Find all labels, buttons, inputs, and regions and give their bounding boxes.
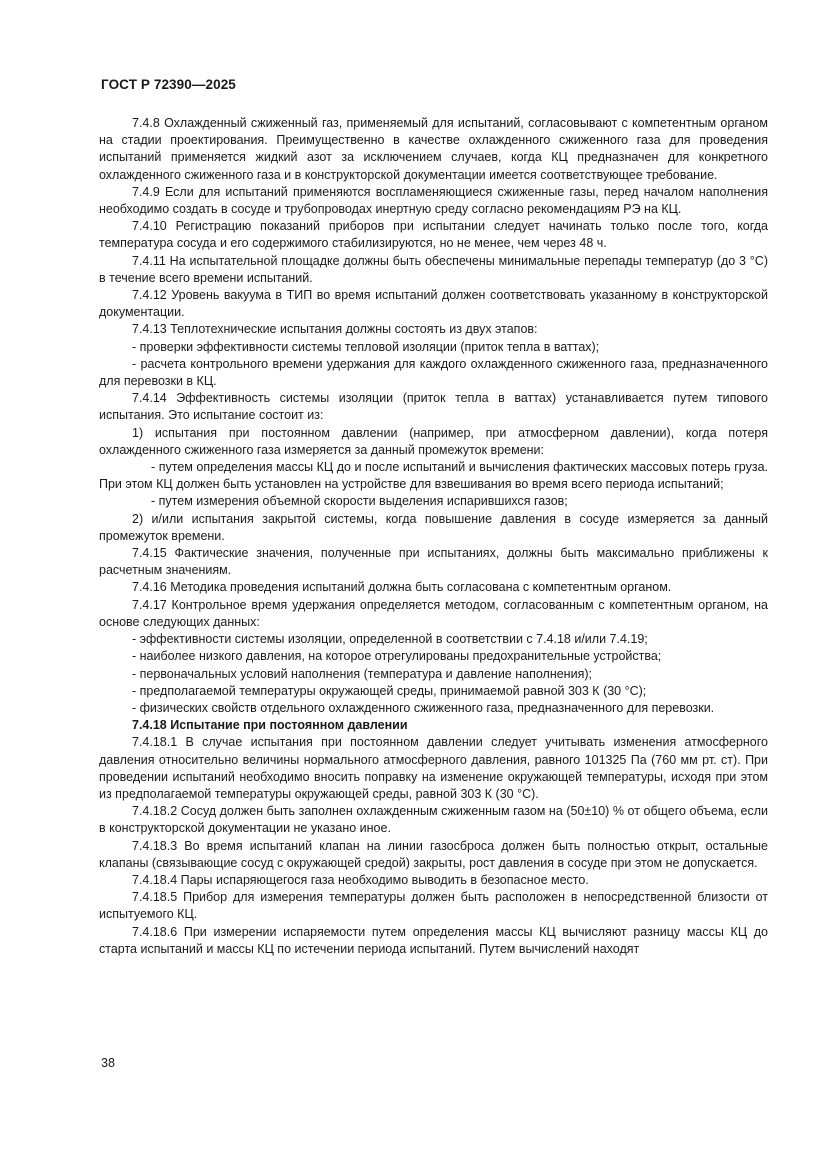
paragraph-7-4-18-5: 7.4.18.5 Прибор для измерения температуры должен быть расположен в непосредственной близости от испытуемого КЦ. [99, 890, 768, 922]
list-item: - путем определения массы КЦ до и после испытаний и вычисления фактических массовых потерь груза. При этом КЦ должен быть установлен на устройстве для взвешивания во время всего периода испытаний; [99, 460, 768, 492]
paragraph-7-4-16: 7.4.16 Методика проведения испытаний должна быть согласована с компетентным органом. [132, 580, 672, 595]
list-item: - физических свойств отдельного охлажденного сжиженного газа, предназначенного для перевозки. [132, 700, 715, 715]
paragraph-7-4-18-3: 7.4.18.3 Во время испытаний клапан на линии газосброса должен быть полностью открыт, остальные клапаны (связывающие сосуд с окружающей средой) закрыты, рост давления в сосуде при этом не допускается. [99, 838, 768, 870]
paragraph-7-4-18-1: 7.4.18.1 В случае испытания при постоянном давлении следует учитывать изменения атмосферного давления относительно величины нормального атмосферного давления, равного 101325 Па (760 мм рт. ст). При проведении испытаний необходимо вносить поправку на изменение окружающей температуры, исходя при этом из предполагаемой температуры окружающей среды, равной 303 К (30 °С). [99, 735, 768, 801]
paragraph-7-4-13: 7.4.13 Теплотехнические испытания должны состоять из двух этапов: [132, 322, 538, 337]
section-heading-7-4-18: 7.4.18 Испытание при постоянном давлении [132, 718, 408, 733]
paragraph-7-4-10: 7.4.10 Регистрацию показаний приборов при испытании следует начинать только после того, когда температура сосуда и его содержимого стабилизируются, но не менее, чем через 48 ч. [99, 219, 768, 251]
list-item: - предполагаемой температуры окружающей среды, принимаемой равной 303 К (30 °С); [132, 683, 647, 698]
paragraph-7-4-9: 7.4.9 Если для испытаний применяются воспламеняющиеся сжиженные газы, перед началом наполнения необходимо создать в сосуде и трубопроводах инертную среду согласно рекомендациям РЭ на КЦ. [99, 184, 768, 217]
paragraph-7-4-14: 7.4.14 Эффективность системы изоляции (приток тепла в ваттах) устанавливается путем типового испытания. Это испытание состоит из: [99, 391, 768, 423]
paragraph-7-4-17: 7.4.17 Контрольное время удержания определяется методом, согласованным с компетентным органом, на основе следующих данных: [99, 597, 768, 629]
document-header: ГОСТ Р 72390—2025 [101, 77, 236, 92]
paragraph-7-4-15: 7.4.15 Фактические значения, полученные при испытаниях, должны быть максимально приближены к расчетным значениям. [99, 546, 768, 578]
list-item: - расчета контрольного времени удержания для каждого охлажденного сжиженного газа, предназначенного для перевозки в КЦ. [99, 356, 768, 389]
numbered-item-1: 1) испытания при постоянном давлении (например, при атмосферном давлении), когда потеря охлажденного сжиженного газа измеряется за данный промежуток времени: [99, 425, 768, 457]
paragraph-7-4-8: 7.4.8 Охлажденный сжиженный газ, применяемый для испытаний, согласовывают с компетентным органом на стадии проектирования. Преимущественно в качестве охлажденного сжиженного газа для проведения испытаний применяется жидкий азот за исключением случаев, когда КЦ предназначен для конкретного охлажденного сжиженного газа и в конструкторской документации имеется соответствующее требование. [99, 116, 768, 182]
numbered-item-2: 2) и/или испытания закрытой системы, когда повышение давления в сосуде измеряется за данный промежуток времени. [99, 511, 768, 543]
page-number: 38 [101, 1056, 115, 1070]
paragraph-7-4-12: 7.4.12 Уровень вакуума в ТИП во время испытаний должен соответствовать указанному в конструкторской документации. [99, 288, 768, 320]
list-item: - первоначальных условий наполнения (температура и давление наполнения); [132, 666, 592, 681]
paragraph-7-4-11: 7.4.11 На испытательной площадке должны быть обеспечены минимальные перепады температур (до 3 °С) в течение всего времени испытаний. [99, 253, 768, 285]
paragraph-7-4-18-4: 7.4.18.4 Пары испаряющегося газа необходимо выводить в безопасное место. [132, 872, 589, 887]
paragraph-7-4-18-6: 7.4.18.6 При измерении испаряемости путем определения массы КЦ вычисляют разницу массы КЦ до старта испытаний и массы КЦ по истечении периода испытаний. Путем вычислений находят [99, 924, 768, 956]
paragraph-7-4-18-2: 7.4.18.2 Сосуд должен быть заполнен охлажденным сжиженным газом на (50±10) % от общего объема, если в конструкторской документации не указано иное. [99, 804, 768, 836]
document-body [99, 115, 768, 958]
list-item: - эффективности системы изоляции, определенной в соответствии с 7.4.18 и/или 7.4.19; [132, 632, 648, 647]
list-item: - наиболее низкого давления, на которое отрегулированы предохранительные устройства; [132, 649, 662, 664]
list-item: - путем измерения объемной скорости выделения испарившихся газов; [151, 494, 568, 509]
list-item: - проверки эффективности системы тепловой изоляции (приток тепла в ваттах); [132, 339, 600, 354]
